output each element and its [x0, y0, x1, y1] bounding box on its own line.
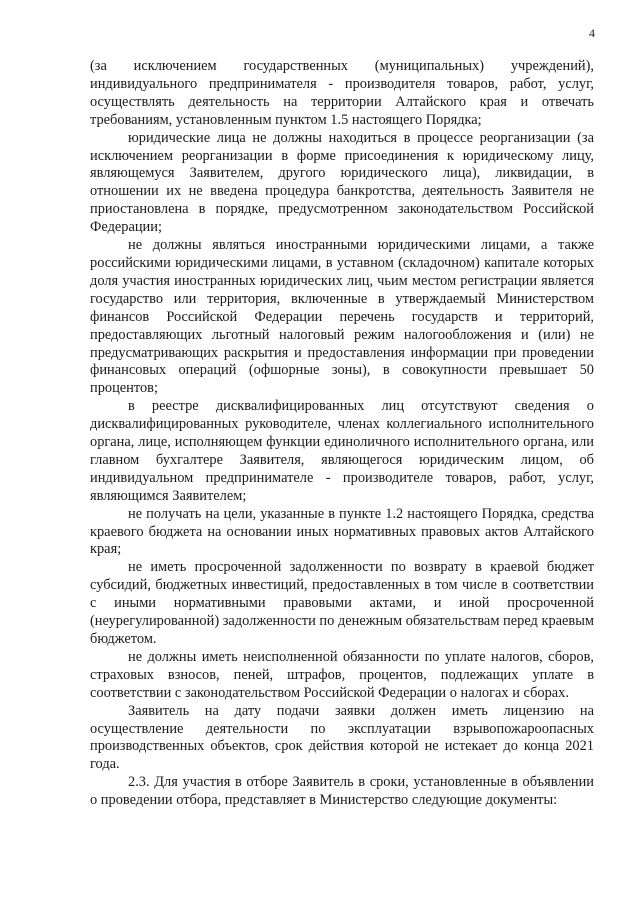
paragraph-tax-obligations: не должны иметь неисполненной обязанности по уплате налогов, сборов, страховых взносов, пеней, штрафов, процентов, подлежащих уплате в соответствии с законодательством Российской Федерации о налогах и сборах.: [90, 648, 594, 701]
page-number: 4: [589, 26, 595, 40]
document-body: [90, 58, 594, 810]
paragraph-continuation: (за исключением государственных (муниципальных) учреждений), индивидуального предпринимателя - производителя товаров, работ, услуг, осуществлять деятельность на территории Алтайского края и отвечать требованиям, установленным пунктом 1.5 настоящего Порядка;: [90, 58, 594, 128]
paragraph-other-funding: не получать на цели, указанные в пункте 1.2 настоящего Порядка, средства краевого бюджета на основании иных нормативных правовых актов Алтайского края;: [90, 505, 594, 558]
paragraph-foreign-entities: не должны являться иностранными юридическими лицами, а также российскими юридическими лицами, в уставном (складочном) капитале которых доля участия иностранных юридических лиц, чьим местом регистрации является государство или территория, включенные в утверждаемый Министерством финансов Российской Федерации перечень государств и территорий, предоставляющих льготный налоговый режим налогообложения и (или) не предусматривающих раскрытия и предоставления информации при проведении финансовых операций (офшорные зоны), в совокупности превышает 50 процентов;: [90, 237, 594, 397]
paragraph-license: Заявитель на дату подачи заявки должен иметь лицензию на осуществление деятельности по эксплуатации взрывопожароопасных производственных объектов, срок действия которой не истекает до конца 2021 года.: [90, 702, 594, 773]
paragraph-overdue-debt: не иметь просроченной задолженности по возврату в краевой бюджет субсидий, бюджетных инвестиций, предоставленных в том числе в соответствии с иными нормативными правовыми актами, и иной просроченной (неурегулированной) задолженности по денежным обязательствам перед краевым бюджетом.: [90, 559, 594, 647]
paragraph-disqualified-persons: в реестре дисквалифицированных лиц отсутствуют сведения о дисквалифицированных руководителе, членах коллегиального исполнительного органа, лице, исполняющем функции единоличного исполнительного органа, или главном бухгалтере Заявителя, являющегося юридическим лицом, об индивидуальном предпринимателе - производителе товаров, работ, услуг, являющимся Заявителем;: [90, 398, 594, 504]
paragraph-reorganization: юридические лица не должны находиться в процессе реорганизации (за исключением реорганизации в форме присоединения к юридическому лицу, являющемуся Заявителем, другого юридического лица), ликвидации, в отношении их не введена процедура банкротства, деятельность Заявителя не приостановлена в порядке, предусмотренном законодательством Российской Федерации;: [90, 129, 594, 236]
paragraph-2-3-documents: 2.3. Для участия в отборе Заявитель в сроки, установленные в объявлении о проведении отбора, представляет в Министерство следующие документы:: [90, 774, 594, 809]
